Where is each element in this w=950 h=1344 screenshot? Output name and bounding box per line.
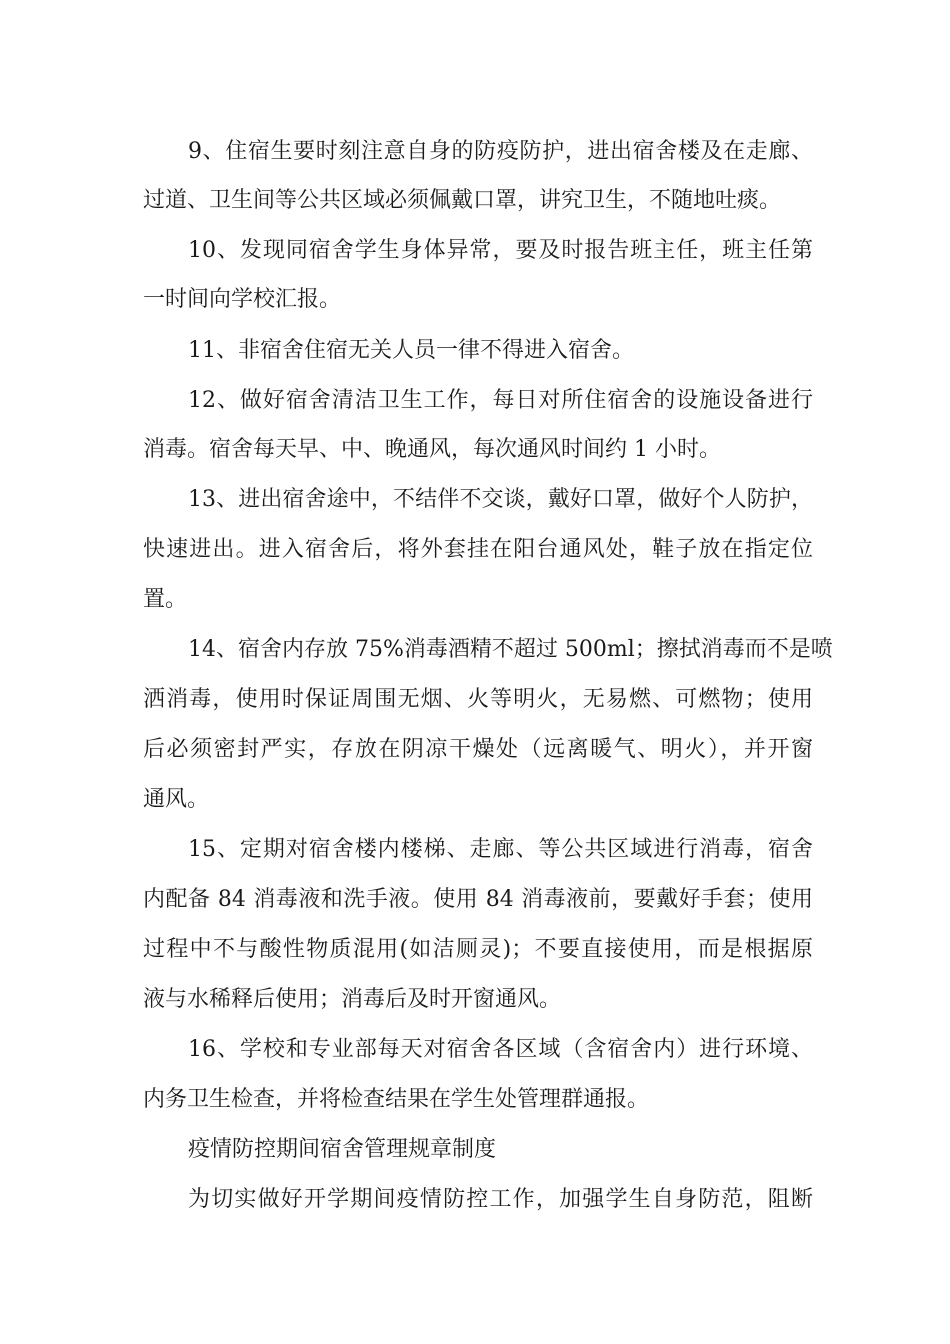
item-12-line-1: 12、做好宿舍清洁卫生工作，每日对所住宿舍的设施设备进行	[188, 388, 813, 413]
item-15-line-1: 15、定期对宿舍楼内楼梯、走廊、等公共区域进行消毒，宿舍	[188, 837, 813, 862]
section-heading: 疫情防控期间宿舍管理规章制度	[188, 1137, 497, 1162]
item-14-line-1: 14、宿舍内存放 75%消毒酒精不超过 500ml；擦拭消毒而不是喷	[188, 637, 833, 662]
item-15-line-2: 内配备 84 消毒液和洗手液。使用 84 消毒液前，要戴好手套；使用	[143, 887, 813, 912]
item-9-line-1: 9、住宿生要时刻注意自身的防疫防护，进出宿舍楼及在走廊、	[188, 139, 813, 164]
item-14-line-4: 通风。	[143, 787, 210, 812]
item-14-line-3: 后必须密封严实，存放在阴凉干燥处（远离暖气、明火），并开窗	[143, 737, 813, 762]
item-11-line-1: 11、非宿舍住宿无关人员一律不得进入宿舍。	[188, 338, 634, 363]
item-14-line-2: 洒消毒，使用时保证周围无烟、火等明火，无易燃、可燃物；使用	[143, 687, 813, 712]
item-9-line-2: 过道、卫生间等公共区域必须佩戴口罩，讲究卫生，不随地吐痰。	[143, 188, 782, 213]
item-12-line-2: 消毒。宿舍每天早、中、晚通风，每次通风时间约 1 小时。	[143, 437, 721, 462]
item-13-line-1: 13、进出宿舍途中，不结伴不交谈，戴好口罩，做好个人防护，	[188, 487, 813, 512]
item-10-line-2: 一时间向学校汇报。	[143, 287, 342, 312]
item-16-line-2: 内务卫生检查，并将检查结果在学生处管理群通报。	[143, 1087, 650, 1112]
intro-paragraph-line-1: 为切实做好开学期间疫情防控工作，加强学生自身防范，阻断	[188, 1187, 813, 1212]
item-15-line-4: 液与水稀释后使用；消毒后及时开窗通风。	[143, 987, 562, 1012]
item-10-line-1: 10、发现同宿舍学生身体异常，要及时报告班主任，班主任第	[188, 238, 813, 263]
item-13-line-2: 快速进出。进入宿舍后，将外套挂在阳台通风处，鞋子放在指定位	[143, 537, 813, 562]
item-16-line-1: 16、学校和专业部每天对宿舍各区域（含宿舍内）进行环境、	[188, 1037, 813, 1062]
item-13-line-3: 置。	[143, 587, 188, 612]
item-15-line-3: 过程中不与酸性物质混用(如洁厕灵)；不要直接使用，而是根据原	[143, 937, 813, 962]
